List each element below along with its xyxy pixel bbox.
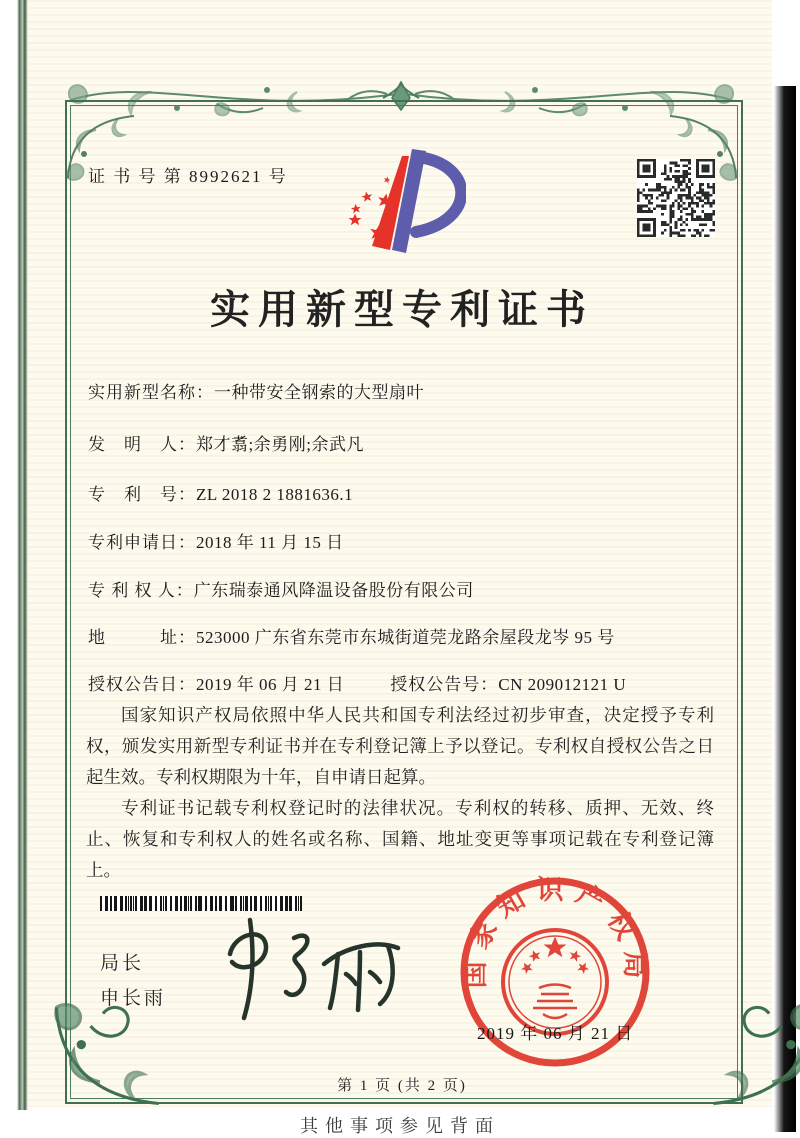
field-value: 2019 年 06 月 21 日: [196, 675, 345, 694]
field-row-address: [88, 623, 615, 648]
certificate-number: 证 书 号 第 8992621 号: [88, 167, 288, 186]
certificate-title: 实用新型专利证书: [210, 287, 594, 332]
field-value: CN 209012121 U: [498, 675, 627, 694]
field-row-patentee: [88, 576, 474, 601]
shen-changyu-signature: [212, 912, 412, 1027]
field-row-name: [88, 378, 424, 403]
field-label: 专 利 权 人：: [88, 581, 194, 600]
scan-shadow-edge: [774, 86, 796, 1132]
field-value: 广东瑞泰通风降温设备股份有限公司: [193, 581, 474, 600]
signer-title: 局长: [100, 953, 145, 974]
field-value: ZL 2018 2 1881636.1: [196, 485, 354, 504]
qr-code: [637, 159, 715, 237]
page-number: 第 1 页 (共 2 页): [337, 1078, 467, 1094]
back-side-note: 其他事项参见背面: [300, 1116, 500, 1136]
field-label: 专 利 号：: [88, 485, 196, 504]
field-label: 授权公告号：: [390, 675, 499, 694]
legal-text: [86, 700, 714, 886]
field-value: 郑才翥;余勇刚;余武凡: [196, 435, 364, 454]
booklet-binding-strip: [17, 0, 28, 1110]
seal-text: 国家知识产权局: [459, 875, 651, 989]
corner-flourish-bottom-right: [704, 995, 800, 1119]
field-row-inventors: [88, 430, 364, 455]
field-row-patent-no: [88, 480, 353, 505]
cnipa-logo-icon: [334, 146, 466, 264]
field-label: 实用新型名称：: [88, 383, 214, 402]
legal-paragraph-2: 专利证书记载专利权登记时的法律状况。专利权的转移、质押、无效、终止、恢复和专利权人的姓名或名称、国籍、地址变更等事项记载在专利登记簿上。: [86, 798, 714, 880]
field-label: 专利申请日：: [88, 533, 196, 552]
legal-paragraph-1: 国家知识产权局依照中华人民共和国专利法经过初步审查，决定授予专利权，颁发实用新型专利证书并在专利登记簿上予以登记。专利权自授权公告之日起生效。专利权期限为十年，自申请日起算。: [86, 705, 714, 787]
field-label: 发 明 人：: [88, 435, 196, 454]
seal-date: 2019 年 06 月 21 日: [477, 1024, 634, 1043]
field-row-grant: [88, 670, 626, 695]
field-value: 523000 广东省东莞市东城街道莞龙路余屋段龙岑 95 号: [196, 628, 615, 647]
barcode: [100, 896, 302, 911]
field-label: 授权公告日：: [88, 675, 196, 694]
field-row-filing-date: [88, 528, 344, 553]
field-value: 一种带安全钢索的大型扇叶: [214, 383, 424, 402]
field-value: 2018 年 11 月 15 日: [196, 533, 344, 552]
field-label: 地 址：: [88, 628, 196, 647]
signer-block: [100, 946, 166, 1016]
signer-name: 申长雨: [100, 988, 167, 1009]
